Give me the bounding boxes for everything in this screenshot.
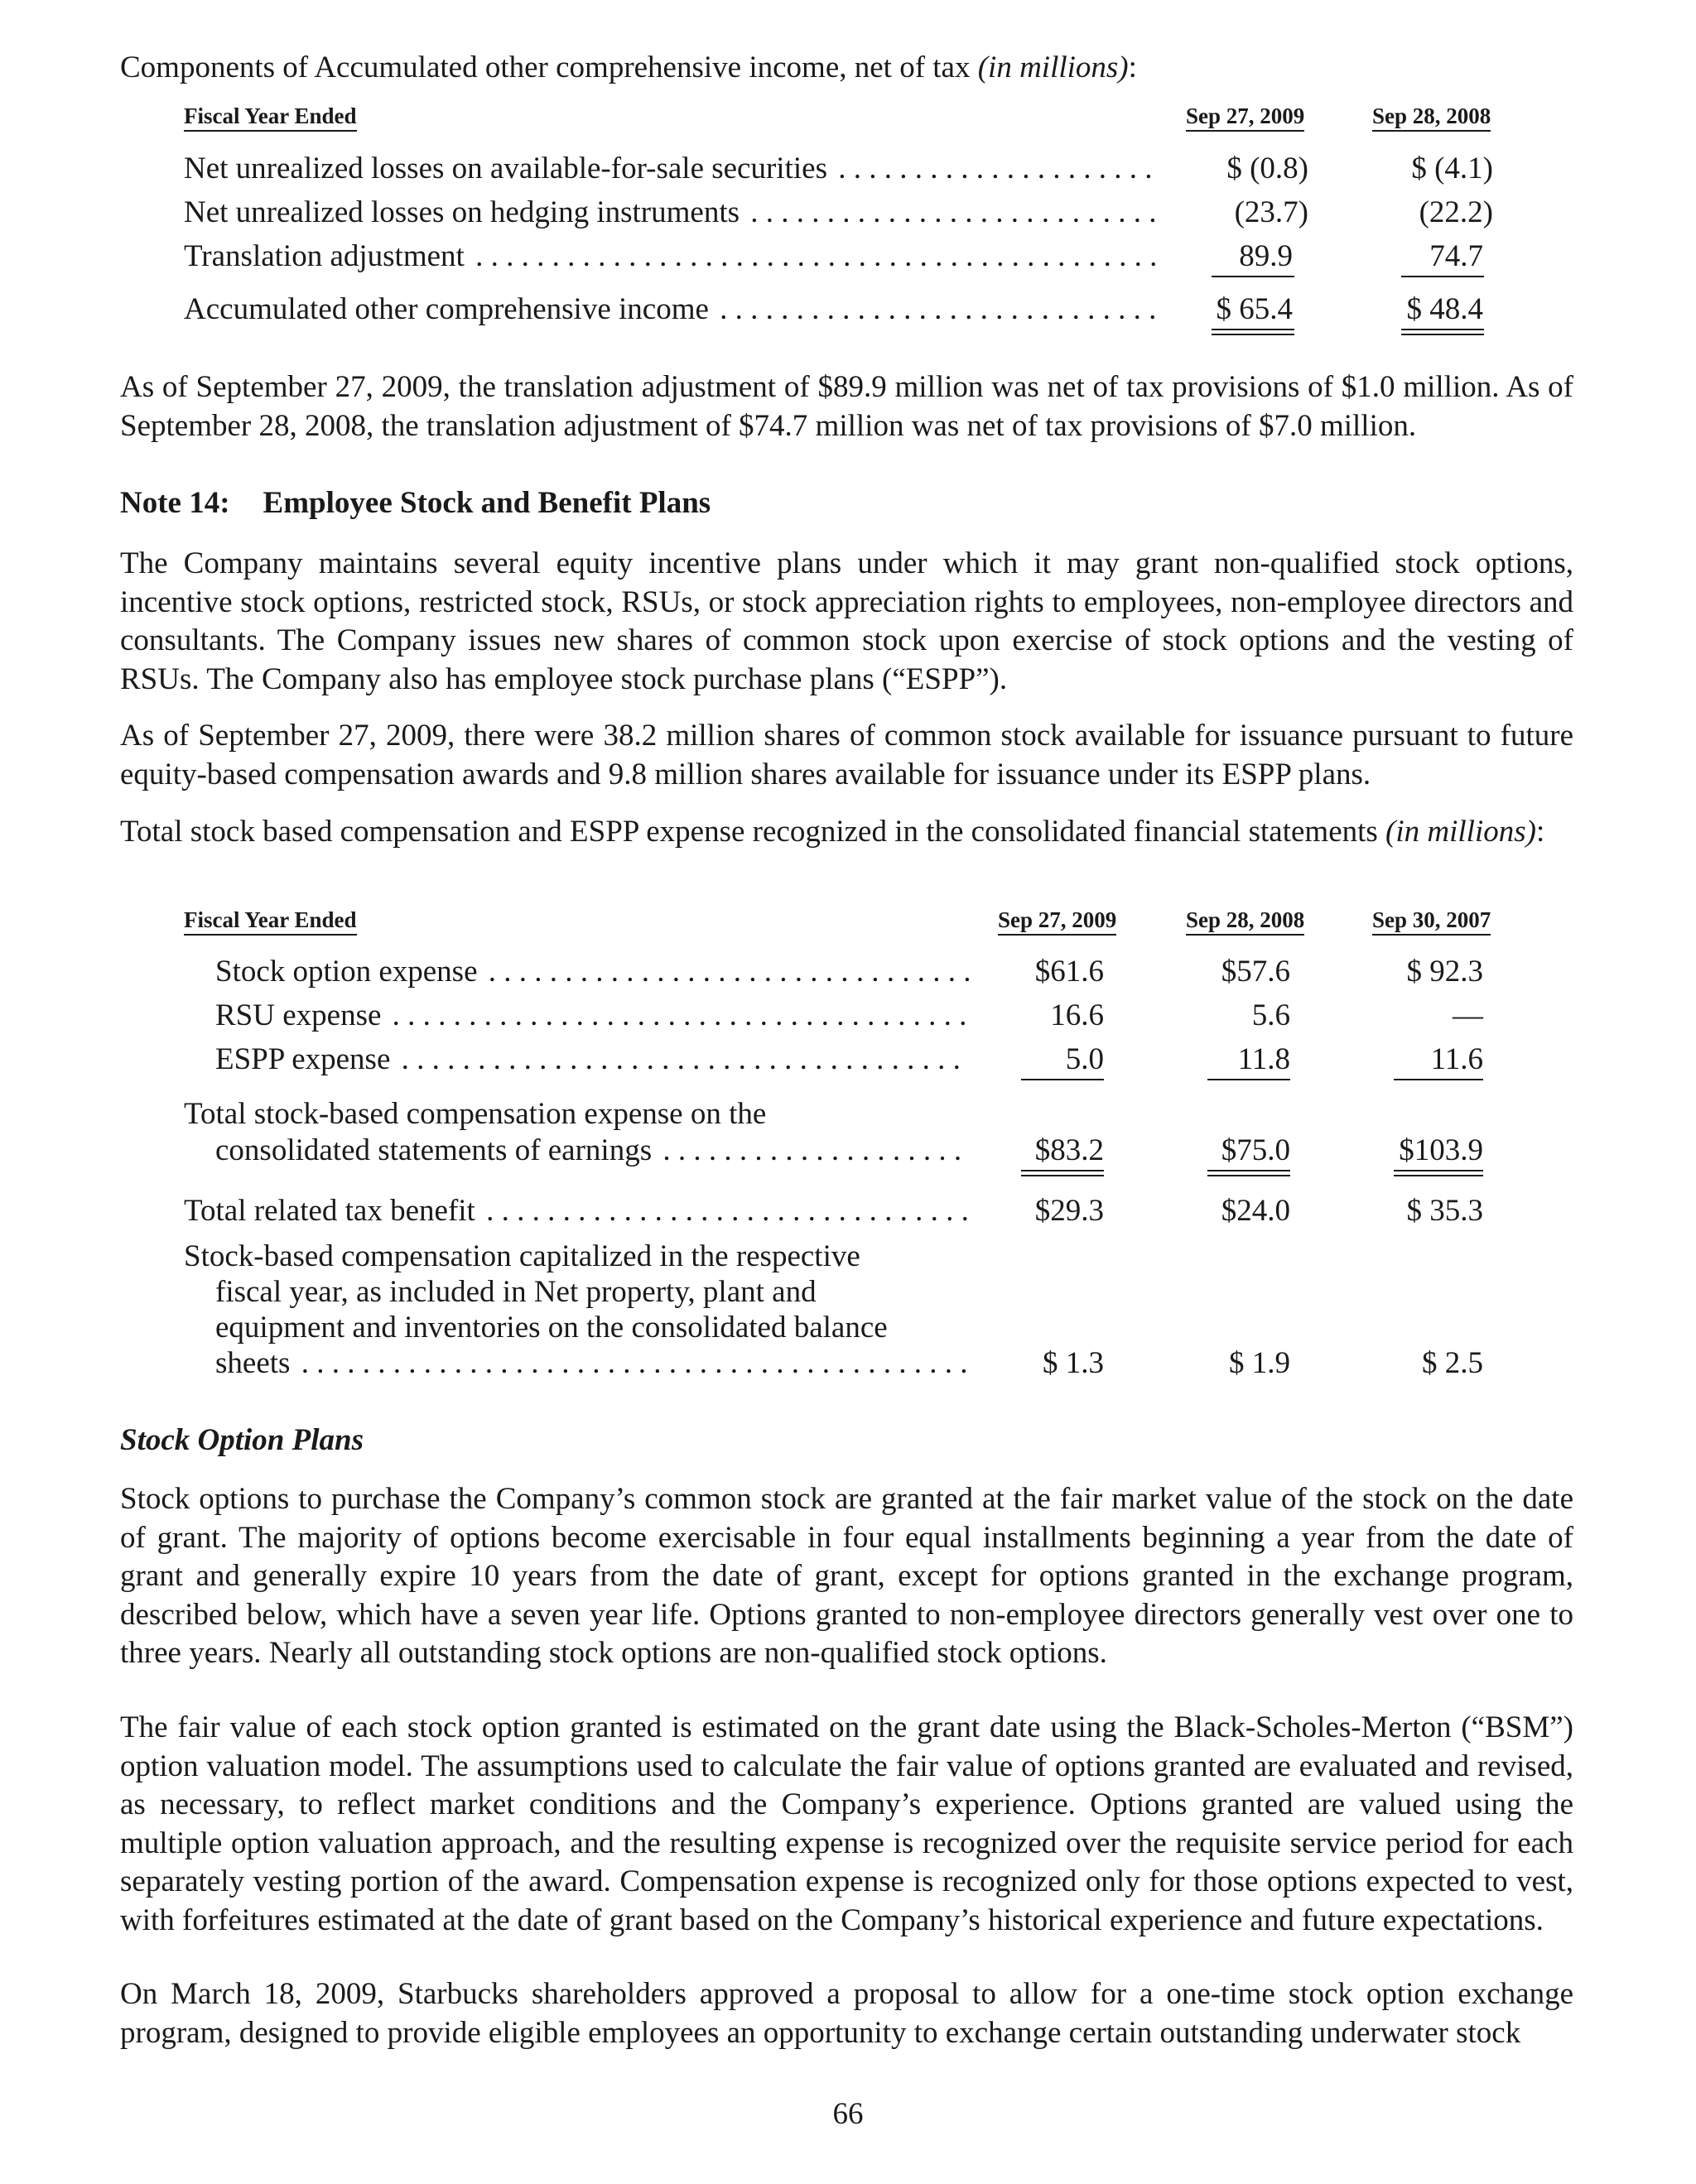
comp-cap-label-line2: fiscal year, as included in Net property, plant and xyxy=(215,1275,817,1309)
aoci-total-2008: $ 48.4 xyxy=(1406,292,1483,326)
comp-subtotal-rule-2008 xyxy=(1207,1079,1290,1080)
comp-row-rsu-2008: 5.6 xyxy=(1251,998,1290,1032)
page-number: 66 xyxy=(832,2097,864,2131)
aoci-row-afs-2008: $ (4.1) xyxy=(1411,152,1493,185)
aoci-col-2009: Sep 27, 2009 xyxy=(1186,103,1304,132)
stock-option-plans-heading: Stock Option Plans xyxy=(120,1423,364,1457)
comp-row-stock-option-2007: $ 92.3 xyxy=(1406,955,1483,989)
comp-total-rule-2009-b xyxy=(1021,1175,1104,1176)
comp-row-stock-option-2008: $57.6 xyxy=(1221,955,1290,989)
aoci-intro-text: Components of Accumulated other comprehensive income, net of tax xyxy=(120,51,971,84)
aoci-total-label: Accumulated other comprehensive income . . . xyxy=(184,290,1159,329)
comp-cap-2007: $ 2.5 xyxy=(1422,1346,1483,1380)
aoci-subtotal-rule-2008 xyxy=(1401,276,1484,277)
comp-cap-2009: $ 1.3 xyxy=(1043,1346,1104,1380)
comp-cap-label-line3: equipment and inventories on the consolidated balance xyxy=(215,1311,888,1345)
comp-total-2008: $75.0 xyxy=(1221,1133,1290,1167)
comp-subtotal-rule-2007 xyxy=(1394,1079,1483,1080)
comp-total-2007: $103.9 xyxy=(1399,1133,1483,1167)
comp-cap-2008: $ 1.9 xyxy=(1229,1346,1290,1380)
translation-paragraph: As of September 27, 2009, the translation adjustment of $89.9 million was net of tax provisions of $1.0 million. As of September 28, 2008, the translation adjustment of $74.7 million was net of tax provisions of $7.0 million. xyxy=(120,370,1573,443)
aoci-intro-units: (in millions) xyxy=(977,51,1129,84)
fair-value-paragraph: The fair value of each stock option granted is estimated on the grant date using the Black-Scholes-Merton (“BSM”) option valuation model. The assumptions used to calculate the fair value of options granted are evaluated and revised, as necessary, to reflect market conditions and the Company’s experience. Options granted are valued using the multiple option valuation approach, and the resulting expense is recognized over the requisite service period for each separately vesting portion of the award. Compensation expense is recognized only for those options expected to vest, with forfeitures estimated at the date of grant based on the Company’s historical experience and future expectations. xyxy=(120,1710,1573,1937)
aoci-total-2009: $ 65.4 xyxy=(1216,292,1293,326)
comp-col-2008: Sep 28, 2008 xyxy=(1186,907,1304,936)
comp-total-label-line1: Total stock-based compensation expense on the xyxy=(184,1097,767,1131)
aoci-row-hedging-2009: (23.7) xyxy=(1234,195,1308,229)
aoci-row-hedging-2008: (22.2) xyxy=(1419,195,1493,229)
aoci-col-2008: Sep 28, 2008 xyxy=(1372,103,1491,132)
aoci-row-hedging-label: Net unrealized losses on hedging instruments . . . xyxy=(184,193,1159,232)
aoci-row-afs-label: Net unrealized losses on available-for-sale securities . . . xyxy=(184,149,1159,188)
comp-row-espp-2007: 11.6 xyxy=(1430,1042,1483,1076)
comp-row-espp-2008: 11.8 xyxy=(1237,1042,1290,1076)
comp-row-rsu-label: RSU expense . . . xyxy=(215,996,969,1035)
comp-total-rule-2008-a xyxy=(1207,1170,1290,1171)
comp-col-2009: Sep 27, 2009 xyxy=(998,907,1116,936)
comp-intro-text: Total stock based compensation and ESPP expense recognized in the consolidated financial statements xyxy=(120,815,1378,849)
aoci-row-translation-label: Translation adjustment . . . xyxy=(184,237,1159,276)
aoci-intro xyxy=(120,48,1137,87)
exchange-program-paragraph: On March 18, 2009, Starbucks shareholders approved a proposal to allow for a one-time stock option exchange program, designed to provide eligible employees an opportunity to exchange certain outstanding underwater stock xyxy=(120,1977,1573,2050)
note-14-heading xyxy=(120,483,711,522)
note-14-number: Note 14: xyxy=(120,486,230,520)
aoci-total-rule-2008-b xyxy=(1401,334,1484,335)
comp-row-espp-label: ESPP expense . . . xyxy=(215,1040,969,1079)
comp-row-stock-option-2009: $61.6 xyxy=(1034,955,1104,989)
aoci-row-translation-2008: 74.7 xyxy=(1429,239,1483,273)
aoci-intro-colon: : xyxy=(1128,51,1137,84)
comp-total-rule-2007-a xyxy=(1394,1170,1483,1171)
aoci-row-afs-2009: $ (0.8) xyxy=(1226,152,1308,185)
aoci-subtotal-rule-2009 xyxy=(1212,276,1294,277)
comp-total-rule-2007-b xyxy=(1394,1175,1483,1176)
comp-intro-colon: : xyxy=(1535,815,1545,849)
comp-total-rule-2009-a xyxy=(1021,1170,1104,1171)
comp-cap-label-line4: sheets . . . xyxy=(215,1344,969,1383)
stock-options-paragraph: Stock options to purchase the Company’s common stock are granted at the fair market value of the stock on the date of grant. The majority of options become exercisable in four equal installments beginning a year from the date of grant and generally expire 10 years from the date of grant, except for options granted in the exchange program, described below, which have a seven year life. Options granted to non-employee directors generally vest over one to three years. Nearly all outstanding stock options are non-qualified stock options. xyxy=(120,1482,1573,1670)
comp-subtotal-rule-2009 xyxy=(1021,1079,1104,1080)
aoci-header-label: Fiscal Year Ended xyxy=(184,103,357,132)
aoci-row-translation-2009: 89.9 xyxy=(1239,239,1293,273)
comp-tax-2007: $ 35.3 xyxy=(1406,1194,1483,1228)
comp-intro-units: (in millions) xyxy=(1385,815,1536,849)
comp-row-stock-option-label: Stock option expense . . . xyxy=(215,952,969,991)
comp-row-espp-2009: 5.0 xyxy=(1065,1042,1104,1076)
shares-available-paragraph: As of September 27, 2009, there were 38.2 million shares of common stock available for issuance pursuant to future equity-based compensation awards and 9.8 million shares available for issuance under its ESPP plans. xyxy=(120,719,1573,791)
comp-header-label: Fiscal Year Ended xyxy=(184,907,357,936)
aoci-total-rule-2008-a xyxy=(1401,329,1484,330)
comp-cap-label-line1: Stock-based compensation capitalized in the respective xyxy=(184,1239,860,1273)
note-14-title: Employee Stock and Benefit Plans xyxy=(263,486,711,520)
aoci-total-rule-2009-a xyxy=(1212,329,1294,330)
comp-total-label-line2: consolidated statements of earnings . . . xyxy=(215,1131,969,1170)
comp-row-rsu-2009: 16.6 xyxy=(1050,998,1104,1032)
comp-total-rule-2008-b xyxy=(1207,1175,1290,1176)
aoci-total-rule-2009-b xyxy=(1212,334,1294,335)
equity-plans-paragraph: The Company maintains several equity incentive plans under which it may grant non-qualified stock options, incentive stock options, restricted stock, RSUs, or stock appreciation rights to employees, non-employee directors and consultants. The Company issues new shares of common stock upon exercise of stock options and the vesting of RSUs. The Company also has employee stock purchase plans (“ESPP”). xyxy=(120,546,1573,696)
comp-tax-2009: $29.3 xyxy=(1034,1194,1104,1228)
comp-tax-label: Total related tax benefit . . . xyxy=(184,1191,969,1230)
comp-intro xyxy=(120,813,1573,852)
comp-total-2009: $83.2 xyxy=(1034,1133,1104,1167)
comp-col-2007: Sep 30, 2007 xyxy=(1372,907,1491,936)
comp-row-rsu-2007: — xyxy=(1453,998,1483,1032)
comp-tax-2008: $24.0 xyxy=(1221,1194,1290,1228)
